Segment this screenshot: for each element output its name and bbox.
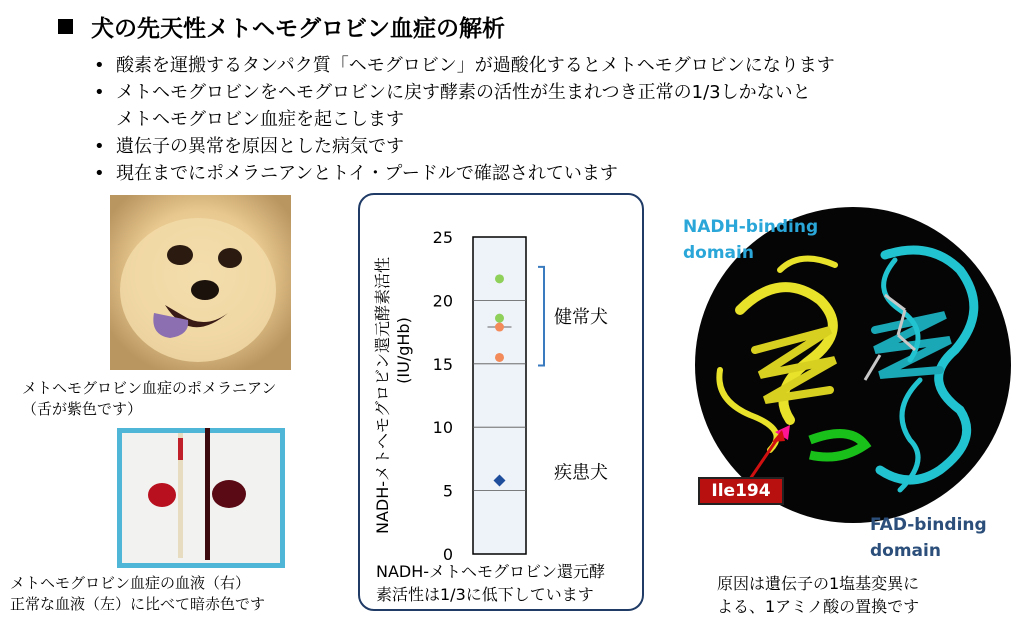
y-tick-label: 10 <box>432 418 453 438</box>
caption-line: NADH-メトヘモグロビン還元酵 <box>376 562 606 581</box>
label-line: domain <box>870 541 941 561</box>
label-line: domain <box>683 243 754 263</box>
bullet-list <box>92 52 835 187</box>
caption-line: （舌が紫色です） <box>22 400 143 418</box>
bullet-continuation: メトヘモグロビン血症を起こします <box>116 109 404 130</box>
data-point <box>495 314 504 323</box>
title-square-icon <box>58 19 73 34</box>
bullet-item: • 現在までにポメラニアンとトイ・プードルで確認されています <box>92 160 835 187</box>
caption-line: 原因は遺伝子の1塩基変異に <box>717 574 920 593</box>
y-tick-label: 15 <box>432 354 453 374</box>
bullet-item: • メトヘモグロビンをヘモグロビンに戻す酵素の活性が生まれつき正常の1/3しかないと <box>92 79 835 106</box>
chart-caption <box>376 560 605 606</box>
caption-line: メトヘモグロビン血症の血液（右） <box>10 574 251 592</box>
pomeranian-photo <box>110 195 291 370</box>
label-line: FAD-binding <box>870 515 987 535</box>
data-point <box>495 274 504 283</box>
series-label-healthy: 健常犬 <box>554 307 608 329</box>
series-label-disease: 疾患犬 <box>554 462 608 484</box>
y-tick-label: 25 <box>432 228 453 247</box>
data-point <box>495 323 504 332</box>
caption-line: 正常な血液（左）に比べて暗赤色です <box>10 595 266 613</box>
nadh-domain-label <box>683 214 818 266</box>
y-axis-unit: (IU/gHb) <box>394 317 413 384</box>
caption-line: 素活性は1/3に低下しています <box>376 585 594 604</box>
structure-caption <box>717 572 919 618</box>
bullet-item: • 遺伝子の異常を原因とした病気です <box>92 133 835 160</box>
label-line: NADH-binding <box>683 217 819 237</box>
y-tick-label: 20 <box>432 291 453 311</box>
caption-line: よる、1アミノ酸の置換です <box>717 597 920 616</box>
y-tick-label: 0 <box>442 545 453 564</box>
title-text: 犬の先天性メトヘモグロビン血症の解析 <box>91 16 505 42</box>
caption-line: メトヘモグロビン血症のポメラニアン <box>22 379 277 397</box>
y-tick-label: 5 <box>442 481 453 501</box>
slide-title <box>58 10 505 43</box>
mutation-label: Ile194 <box>698 477 784 505</box>
y-axis-label: NADH-メトヘモグロビン還元酵素活性 <box>373 256 392 535</box>
photo2-caption <box>10 573 265 615</box>
healthy-bracket <box>538 267 544 366</box>
bullet-item: • 酸素を運搬するタンパク質「ヘモグロビン」が過酸化するとメトヘモグロビンになります <box>92 52 835 79</box>
fad-domain-label <box>870 512 987 564</box>
blood-sample-photo <box>117 428 285 568</box>
plot-area <box>473 237 526 554</box>
photo1-caption <box>22 378 276 420</box>
data-point <box>495 353 504 362</box>
activity-chart <box>358 193 644 573</box>
